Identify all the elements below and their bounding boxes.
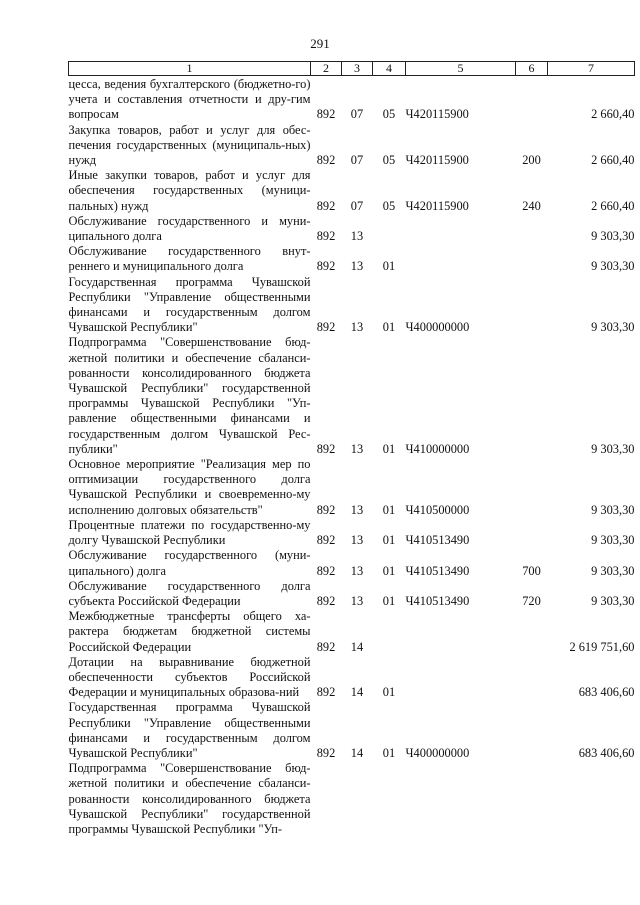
item-name: цесса, ведения бухгалтерского (бюджетно-го) учета и составления отчетности и дру-гим вопросам [68, 77, 311, 122]
section-code: 13 [350, 593, 364, 608]
expense-type-code [516, 457, 548, 518]
target-article-code: Ч400000000 [405, 320, 470, 335]
item-name: Государственная программа Чувашской Республики "Управление общественными финансами и государственным долгом Чувашской Республики" [68, 274, 311, 335]
amount: 9 303,30 [591, 259, 635, 274]
target-article-code [406, 761, 516, 837]
subsection-code: 01 [382, 593, 396, 608]
department-code: 892 [316, 593, 336, 608]
expense-type-code: 200 [522, 153, 541, 168]
department-code: 892 [316, 229, 336, 244]
amount: 683 406,60 [578, 685, 635, 700]
department-code: 892 [316, 107, 336, 122]
table-header-row [69, 62, 635, 76]
table-row [69, 168, 635, 214]
target-article-code [406, 214, 516, 244]
expense-type-code [516, 700, 548, 761]
expense-type-code: 700 [522, 563, 541, 578]
table-row [69, 518, 635, 548]
amount: 9 303,30 [591, 563, 635, 578]
department-code: 892 [316, 745, 336, 760]
table-row [69, 214, 635, 244]
item-name: Дотации на выравнивание бюджетной обеспеченности субъектов Российской Федерации и муниципальных образова-ний [68, 654, 311, 700]
amount: 9 303,30 [591, 593, 635, 608]
expense-type-code [516, 244, 548, 274]
target-article-code: Ч410513490 [405, 533, 470, 548]
section-code: 13 [350, 229, 364, 244]
amount: 9 303,30 [591, 320, 635, 335]
subsection-code: 01 [382, 259, 396, 274]
department-code [311, 761, 342, 837]
table-row [69, 123, 635, 169]
expense-type-code [516, 518, 548, 548]
amount: 9 303,30 [591, 533, 635, 548]
item-name: Обслуживание государственного и муни-ципального долга [68, 213, 311, 244]
section-code: 07 [350, 153, 364, 168]
column-header: 3 [342, 62, 373, 76]
table-row [69, 655, 635, 701]
department-code: 892 [316, 198, 336, 213]
item-name: Основное мероприятие "Реализация мер по оптимизации государственного долга Чувашской Республики и своевременно-му исполнению долговых обязательств" [68, 457, 311, 517]
target-article-code [406, 244, 516, 274]
budget-table [68, 61, 635, 837]
subsection-code [373, 761, 406, 837]
department-code: 892 [316, 153, 336, 168]
section-code: 14 [350, 685, 364, 700]
subsection-code: 01 [382, 441, 396, 456]
expense-type-code [516, 761, 548, 837]
table-row [69, 548, 635, 578]
expense-type-code [516, 655, 548, 701]
amount [548, 761, 635, 837]
amount: 9 303,30 [591, 229, 635, 244]
column-header: 2 [311, 62, 342, 76]
page-number: 291 [310, 36, 330, 51]
department-code: 892 [316, 533, 336, 548]
section-code: 13 [350, 259, 364, 274]
expense-type-code [516, 214, 548, 244]
expense-type-code [516, 76, 548, 123]
expense-type-code: 720 [522, 593, 541, 608]
expense-type-code [516, 275, 548, 336]
target-article-code [406, 655, 516, 701]
subsection-code [373, 609, 406, 655]
target-article-code: Ч410500000 [405, 502, 470, 517]
column-header: 7 [548, 62, 635, 76]
item-name: Иные закупки товаров, работ и услуг для обеспечения государственных (муници-пальных) нужд [68, 168, 311, 213]
expense-type-code [516, 609, 548, 655]
section-code: 13 [350, 533, 364, 548]
target-article-code: Ч420115900 [405, 198, 469, 213]
target-article-code [406, 609, 516, 655]
target-article-code: Ч410513490 [405, 593, 470, 608]
item-name: Процентные платежи по государственно-му долгу Чувашской Республики [68, 517, 311, 548]
expense-type-code: 240 [522, 198, 541, 213]
subsection-code: 05 [382, 198, 396, 213]
subsection-code [373, 214, 406, 244]
section-code: 14 [350, 639, 364, 654]
amount: 2 660,40 [591, 153, 635, 168]
subsection-code: 01 [382, 563, 396, 578]
column-header: 4 [373, 62, 406, 76]
section-code: 07 [350, 107, 364, 122]
section-code: 07 [350, 198, 364, 213]
subsection-code: 01 [382, 685, 396, 700]
department-code: 892 [316, 320, 336, 335]
item-name: Закупка товаров, работ и услуг для обес-печения государственных (муниципаль-ных) нужд [68, 122, 311, 168]
table-row [69, 700, 635, 761]
amount: 2 619 751,60 [569, 639, 635, 654]
table-row [69, 609, 635, 655]
table-row [69, 457, 635, 518]
amount: 9 303,30 [591, 441, 635, 456]
section-code: 13 [350, 320, 364, 335]
item-name: Подпрограмма "Совершенствование бюд-жетной политики и обеспечение сбаланси-рованности консолидированного бюджета Чувашской Республики" государственной программы Чувашской Республики "Уп-равление общественными финансами и государственным долгом Чувашской Рес-публики" [68, 335, 311, 456]
table-row [69, 244, 635, 274]
item-name: Обслуживание государственного (муни-ципального) долга [68, 548, 311, 578]
column-header: 5 [406, 62, 516, 76]
item-name: Обслуживание государственного долга субъекта Российской Федерации [68, 578, 311, 608]
item-name: Государственная программа Чувашской Республики "Управление общественными финансами и государственным долгом Чувашской Республики" [68, 700, 311, 760]
amount: 2 660,40 [591, 198, 635, 213]
item-name: Обслуживание государственного внут-реннего и муниципального долга [68, 244, 311, 274]
table-row [69, 275, 635, 336]
department-code: 892 [316, 639, 336, 654]
department-code: 892 [316, 563, 336, 578]
target-article-code: Ч420115900 [405, 153, 469, 168]
subsection-code: 05 [382, 153, 396, 168]
subsection-code: 01 [382, 320, 396, 335]
target-article-code: Ч400000000 [405, 745, 470, 760]
item-name: Подпрограмма "Совершенствование бюд-жетной политики и обеспечение сбаланси-рованности консолидированного бюджета Чувашской Республики" государственной программы Чувашской Республики "Уп- [68, 761, 311, 836]
column-header: 1 [69, 62, 311, 76]
section-code: 13 [350, 563, 364, 578]
department-code: 892 [316, 441, 336, 456]
item-name: Межбюджетные трансферты общего ха-рактера бюджетам бюджетной системы Российской Федерации [68, 609, 311, 654]
subsection-code: 01 [382, 533, 396, 548]
subsection-code: 01 [382, 745, 396, 760]
amount: 683 406,60 [578, 745, 635, 760]
amount: 2 660,40 [591, 107, 635, 122]
table-row [69, 76, 635, 123]
section-code: 14 [350, 745, 364, 760]
table-row [69, 761, 635, 837]
expense-type-code [516, 335, 548, 457]
department-code: 892 [316, 685, 336, 700]
subsection-code: 01 [382, 502, 396, 517]
table-row [69, 579, 635, 609]
target-article-code: Ч410000000 [405, 441, 470, 456]
amount: 9 303,30 [591, 502, 635, 517]
section-code: 13 [350, 441, 364, 456]
department-code: 892 [316, 502, 336, 517]
section-code: 13 [350, 502, 364, 517]
table-row [69, 335, 635, 457]
target-article-code: Ч420115900 [405, 107, 469, 122]
target-article-code: Ч410513490 [405, 563, 470, 578]
subsection-code: 05 [382, 107, 396, 122]
department-code: 892 [316, 259, 336, 274]
section-code [342, 761, 373, 837]
column-header: 6 [516, 62, 548, 76]
